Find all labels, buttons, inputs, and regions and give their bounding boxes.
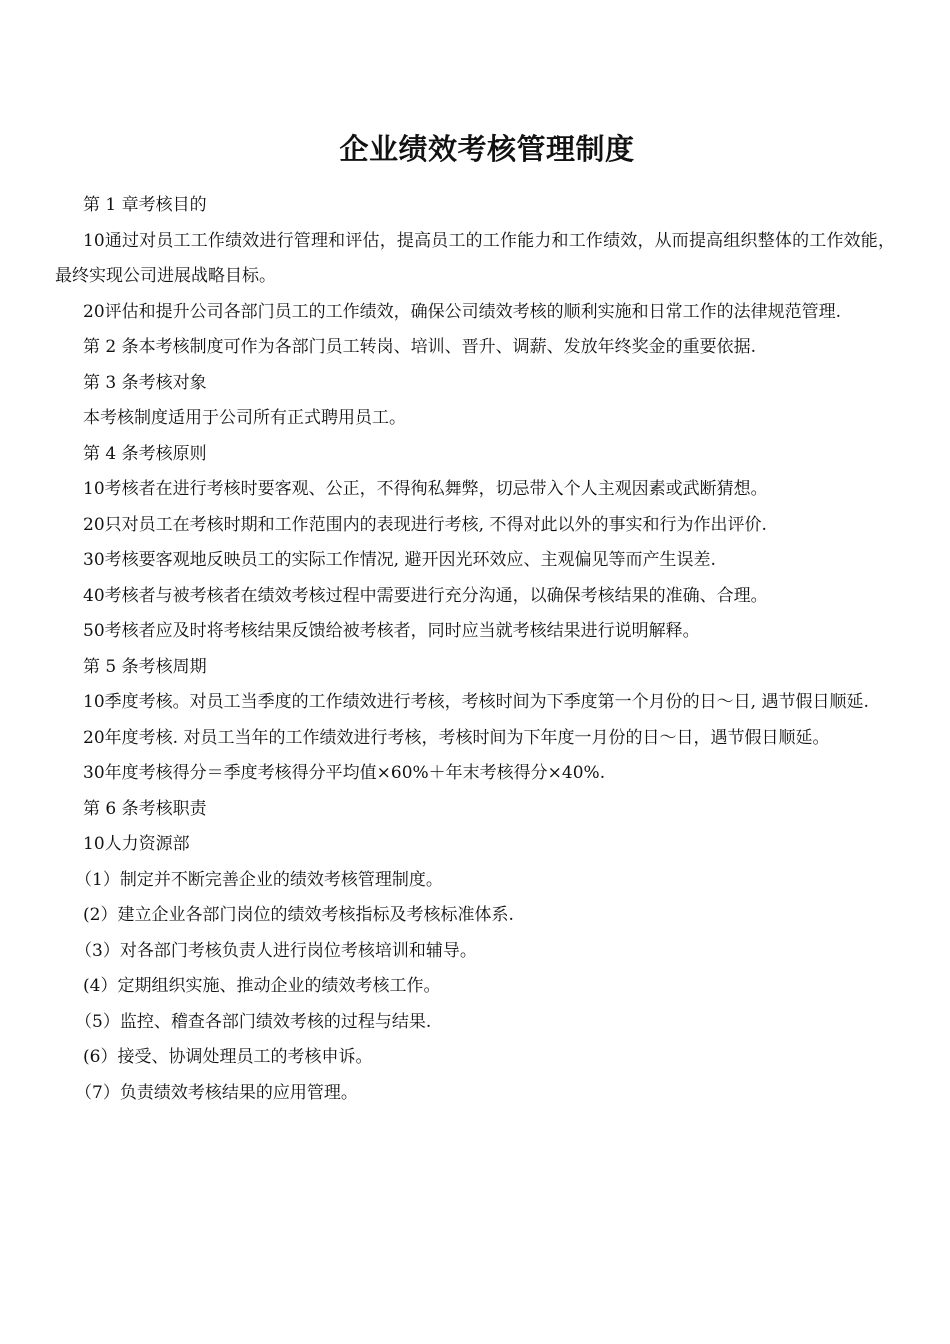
- paragraph-article-5: 第 5 条考核周期: [83, 656, 207, 677]
- paragraph-cycle-1: 10季度考核。对员工当季度的工作绩效进行考核，考核时间为下季度第一个月份的日～日, 遇节假日顺延.: [83, 692, 869, 712]
- list-item-duty-1: （1）制定并不断完善企业的绩效考核管理制度。: [75, 869, 443, 890]
- paragraph-principle-1: 10考核者在进行考核时要客观、公正，不得徇私舞弊，切忌带入个人主观因素或武断猜想。: [83, 479, 768, 499]
- document-body: [55, 188, 895, 1111]
- paragraph-principle-3: 30考核要客观地反映员工的实际工作情况, 避开因光环效应、主观偏见等而产生误差.: [83, 550, 716, 570]
- list-item-duty-4: (4）定期组织实施、推动企业的绩效考核工作。: [83, 976, 441, 996]
- document-title: 企业绩效考核管理制度: [339, 132, 635, 166]
- paragraph-article-3: 第 3 条考核对象: [83, 372, 207, 393]
- paragraph-cycle-3: 30年度考核得分＝季度考核得分平均值×60%＋年末考核得分×40%.: [83, 763, 606, 783]
- paragraph-article-4: 第 4 条考核原则: [83, 443, 207, 464]
- list-item-duty-2: (2）建立企业各部门岗位的绩效考核指标及考核标准体系.: [83, 905, 514, 925]
- paragraph-hr-dept: 10人力资源部: [83, 834, 190, 854]
- paragraph-purpose-1: 10通过对员工工作绩效进行管理和评估，提高员工的工作能力和工作绩效，从而提高组织整体的工作效能，最终实现公司进展战略目标。: [55, 230, 895, 286]
- paragraph-principle-5: 50考核者应及时将考核结果反馈给被考核者，同时应当就考核结果进行说明解释。: [83, 621, 700, 641]
- list-item-duty-6: (6）接受、协调处理员工的考核申诉。: [83, 1047, 373, 1067]
- paragraph-purpose-2: 20评估和提升公司各部门员工的工作绩效，确保公司绩效考核的顺利实施和日常工作的法律规范管理.: [83, 301, 842, 322]
- paragraph-article-2: 第 2 条本考核制度可作为各部门员工转岗、培训、晋升、调薪、发放年终奖金的重要依据.: [83, 337, 757, 357]
- paragraph-article-6: 第 6 条考核职责: [83, 798, 207, 819]
- list-item-duty-3: （3）对各部门考核负责人进行岗位考核培训和辅导。: [75, 940, 477, 961]
- paragraph-principle-4: 40考核者与被考核者在绩效考核过程中需要进行充分沟通，以确保考核结果的准确、合理。: [83, 585, 768, 606]
- paragraph-principle-2: 20只对员工在考核时期和工作范围内的表现进行考核, 不得对此以外的事实和行为作出评价.: [83, 514, 767, 535]
- paragraph-cycle-2: 20年度考核. 对员工当年的工作绩效进行考核，考核时间为下年度一月份的日～日，遇节假日顺延。: [83, 727, 830, 748]
- paragraph-chapter-1: 第 1 章考核目的: [83, 195, 207, 215]
- list-item-duty-7: （7）负责绩效考核结果的应用管理。: [75, 1082, 358, 1103]
- list-item-duty-5: （5）监控、稽查各部门绩效考核的过程与结果.: [75, 1011, 432, 1032]
- paragraph-scope: 本考核制度适用于公司所有正式聘用员工。: [83, 408, 406, 428]
